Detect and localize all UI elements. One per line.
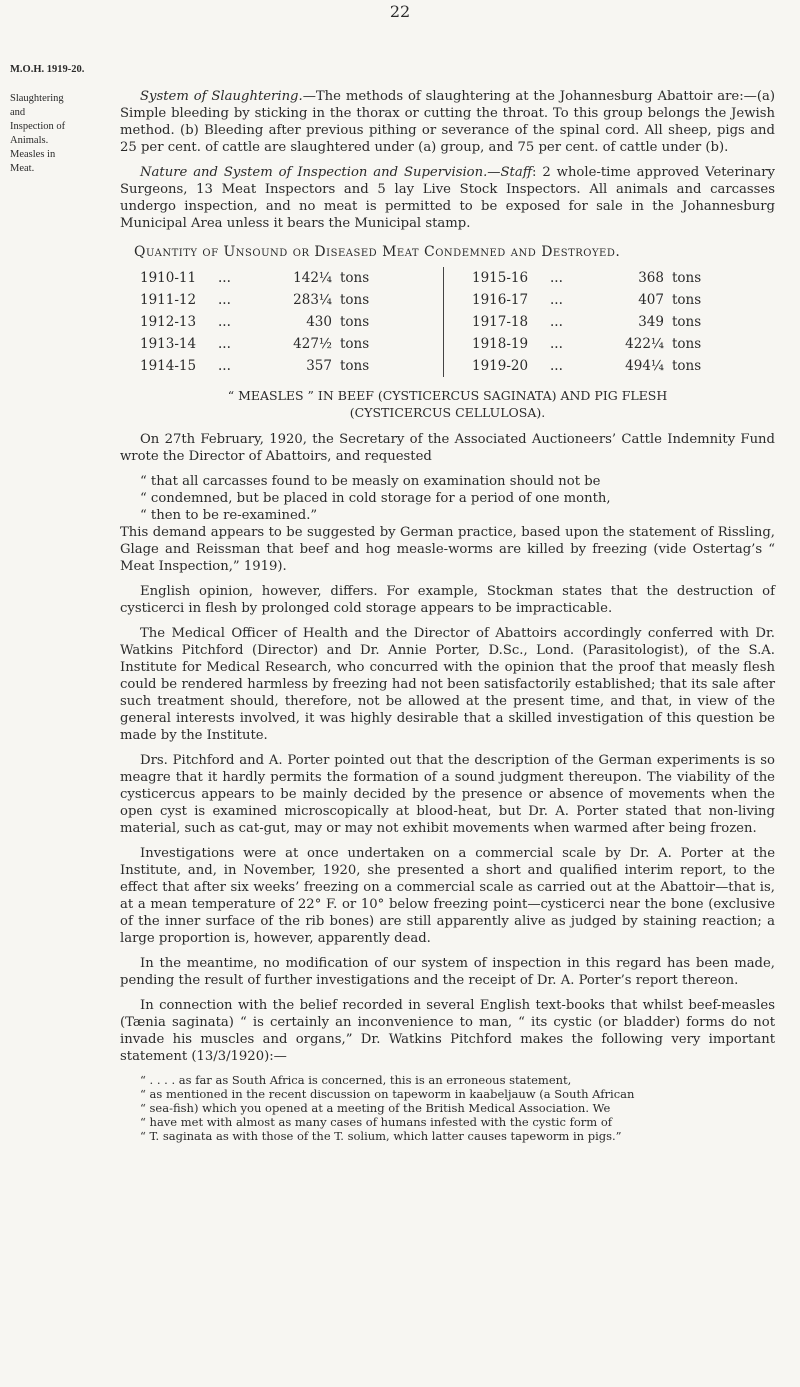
- value: 407: [638, 292, 664, 308]
- paragraph-textbooks: In connection with the belief recorded in several English text-books that whilst beef-measles (Tænia saginata) “ is certainly an inconvenience to man, “ its cystic (or bladder) forms do not invade his muscles and organs,” Dr. Watkins Pitchford makes the following very important statement (13/3/1920):—: [120, 998, 775, 1064]
- table-row: [472, 333, 775, 355]
- table-row: [472, 311, 775, 333]
- leader-dots: ...: [218, 314, 231, 330]
- leader-dots: ...: [550, 314, 563, 330]
- table-row: [472, 289, 775, 311]
- margin-note: Animals.: [10, 135, 49, 146]
- subheading-line: (CYSTICERCUS CELLULOSA).: [349, 405, 546, 420]
- margin-note: Inspection of: [10, 121, 66, 132]
- unit: tons: [340, 358, 370, 374]
- table-row: [140, 267, 443, 289]
- table-column-right: [443, 267, 775, 377]
- statement-line: “ as mentioned in the recent discussion on tapeworm in kaabeljauw (a South African: [140, 1087, 635, 1101]
- margin-note: and: [10, 107, 26, 118]
- value: 349: [638, 314, 664, 330]
- subheading-line: “ MEASLES ” IN BEEF (CYSTICERCUS SAGINATA) AND PIG FLESH: [227, 388, 668, 403]
- value: 357: [306, 358, 332, 374]
- report-code: M.O.H. 1919-20.: [10, 64, 85, 75]
- unit: tons: [340, 292, 370, 308]
- paragraph-inspection: [120, 164, 775, 232]
- leader-dots: ...: [218, 270, 231, 286]
- unit: tons: [672, 336, 702, 352]
- margin-note: Meat.: [10, 163, 35, 174]
- unit: tons: [340, 336, 370, 352]
- quote-line: “ then to be re-examined.”: [140, 508, 318, 523]
- unit: tons: [340, 270, 370, 286]
- statement-line: “ sea-fish) which you opened at a meeting of the British Medical Association. We: [140, 1101, 611, 1115]
- heading-inspection: Nature and System of Inspection and Supervision.—Staff: [140, 165, 533, 180]
- unit: tons: [672, 358, 702, 374]
- year: 1911-12: [140, 292, 197, 308]
- leader-dots: ...: [218, 292, 231, 308]
- leader-dots: ...: [550, 358, 563, 374]
- value: 422¼: [625, 336, 664, 352]
- year: 1918-19: [472, 336, 529, 352]
- value: 368: [638, 270, 664, 286]
- paragraph-conference: The Medical Officer of Health and the Director of Abattoirs accordingly conferred with Dr. Watkins Pitchford (Director) and Dr. Annie Porter, D.Sc., Lond. (Parasitologist), of the S.A. Institute for Medical Research, who concurred with the opinion that the proof that measly flesh could be rendered harmless by freezing had not been satisfactorily established; that its sale after such treatment should, therefore, not be allowed at the present time, and that, in view of the general interests involved, it was highly desirable that a skilled investigation of this question be made by the Institute.: [120, 626, 775, 743]
- paragraph-slaughtering: [120, 88, 775, 156]
- year: 1910-11: [140, 270, 197, 286]
- value: 283¼: [293, 292, 332, 308]
- table-row: [140, 289, 443, 311]
- leader-dots: ...: [218, 336, 231, 352]
- leader-dots: ...: [218, 358, 231, 374]
- paragraph-german-practice: This demand appears to be suggested by German practice, based upon the statement of Rissling, Glage and Reissman that beef and hog measle-worms are killed by freezing (vide Ostertag’s “ Meat Inspection,” 1919).: [120, 525, 775, 574]
- quote-line: “ that all carcasses found to be measly on examination should not be: [140, 474, 601, 489]
- table-title: Quantity of Unsound or Diseased Meat Condemned and Destroyed.: [134, 244, 621, 260]
- quantity-table: [140, 267, 775, 377]
- unit: tons: [672, 292, 702, 308]
- margin-note: Measles in: [10, 149, 56, 160]
- request-quote: [140, 473, 775, 524]
- paragraph-english-opinion: English opinion, however, differs. For example, Stockman states that the destruction of cysticerci in flesh by prolonged cold storage appears to be impracticable.: [120, 584, 775, 616]
- table-row: [140, 311, 443, 333]
- value: 430: [306, 314, 332, 330]
- leader-dots: ...: [550, 292, 563, 308]
- paragraph-request: [120, 431, 775, 465]
- value: 142¼: [293, 270, 332, 286]
- body-inspection: : 2 whole-time approved Veterinary Surgeons, 13 Meat Inspectors and 5 lay Live Stock Inspectors. All animals and carcasses undergo inspection, and no meat is permitted to be exposed for sale in the Johannesburg Municipal Area unless it bears the Municipal stamp.: [120, 165, 775, 231]
- year: 1916-17: [472, 292, 529, 308]
- table-row: [140, 333, 443, 355]
- quote-line: “ condemned, but be placed in cold storage for a period of one month,: [140, 491, 611, 506]
- value: 494¼: [625, 358, 664, 374]
- unit: tons: [672, 270, 702, 286]
- statement-line: “ have met with almost as many cases of humans infested with the cystic form of: [140, 1115, 612, 1129]
- margin-note: Slaughtering: [10, 93, 64, 104]
- year: 1912-13: [140, 314, 197, 330]
- paragraph-meantime: In the meantime, no modification of our system of inspection in this regard has been made, pending the result of further investigations and the receipt of Dr. A. Porter’s report thereon.: [120, 956, 775, 988]
- unit: tons: [340, 314, 370, 330]
- table-row: [472, 267, 775, 289]
- table-row: [140, 355, 443, 377]
- statement-line: “ . . . . as far as South Africa is concerned, this is an erroneous statement,: [140, 1073, 572, 1087]
- unit: tons: [672, 314, 702, 330]
- year: 1919-20: [472, 358, 529, 374]
- year: 1914-15: [140, 358, 197, 374]
- measles-subheading: [120, 387, 775, 421]
- request-intro: On 27th February, 1920, the Secretary of the Associated Auctioneers’ Cattle Indemnity Fund wrote the Director of Abattoirs, and requested: [120, 432, 775, 464]
- paragraph-german-experiments: Drs. Pitchford and A. Porter pointed out that the description of the German experiments is so meagre that it hardly permits the formation of a sound judgment thereupon. The viability of the cysticercus appears to be mainly decided by the presence or absence of movements when the open cyst is examined microscopically at blood-heat, but Dr. A. Porter stated that non-living material, such as cat-gut, may or may not exhibit movements when warmed after being frozen.: [120, 753, 775, 836]
- paragraph-investigations: Investigations were at once undertaken on a commercial scale by Dr. A. Porter at the Institute, and, in November, 1920, she presented a short and qualified interim report, to the effect that after six weeks’ freezing on a commercial scale as carried out at the Abattoir—that is, at a mean temperature of 22° F. or 10° below freezing point—cysticerci near the bone (exclusive of the inner surface of the rib bones) are still apparently alive as judged by staining reaction; a large proportion is, however, apparently dead.: [120, 846, 775, 946]
- margin-notes: [10, 92, 100, 176]
- year: 1917-18: [472, 314, 529, 330]
- statement-line: “ T. saginata as with those of the T. solium, which latter causes tapeworm in pigs.”: [140, 1129, 622, 1143]
- leader-dots: ...: [550, 336, 563, 352]
- body-slaughtering: —The methods of slaughtering at the Johannesburg Abattoir are:—(a) Simple bleeding by sticking in the thorax or cutting the throat. To this group belongs the Jewish method. (b) Bleeding after previous pithing or severance of the spinal cord. All sheep, pigs and 25 per cent. of cattle are slaughtered under (a) group, and 75 per cent. of cattle under (b).: [120, 89, 775, 155]
- value: 427½: [293, 336, 332, 352]
- page-number: 22: [389, 2, 411, 21]
- year: 1913-14: [140, 336, 197, 352]
- year: 1915-16: [472, 270, 529, 286]
- table-row: [472, 355, 775, 377]
- main-text: [120, 88, 775, 1143]
- heading-slaughtering: System of Slaughtering.: [140, 89, 303, 104]
- leader-dots: ...: [550, 270, 563, 286]
- pitchford-statement: [140, 1073, 775, 1143]
- table-column-left: [140, 267, 443, 377]
